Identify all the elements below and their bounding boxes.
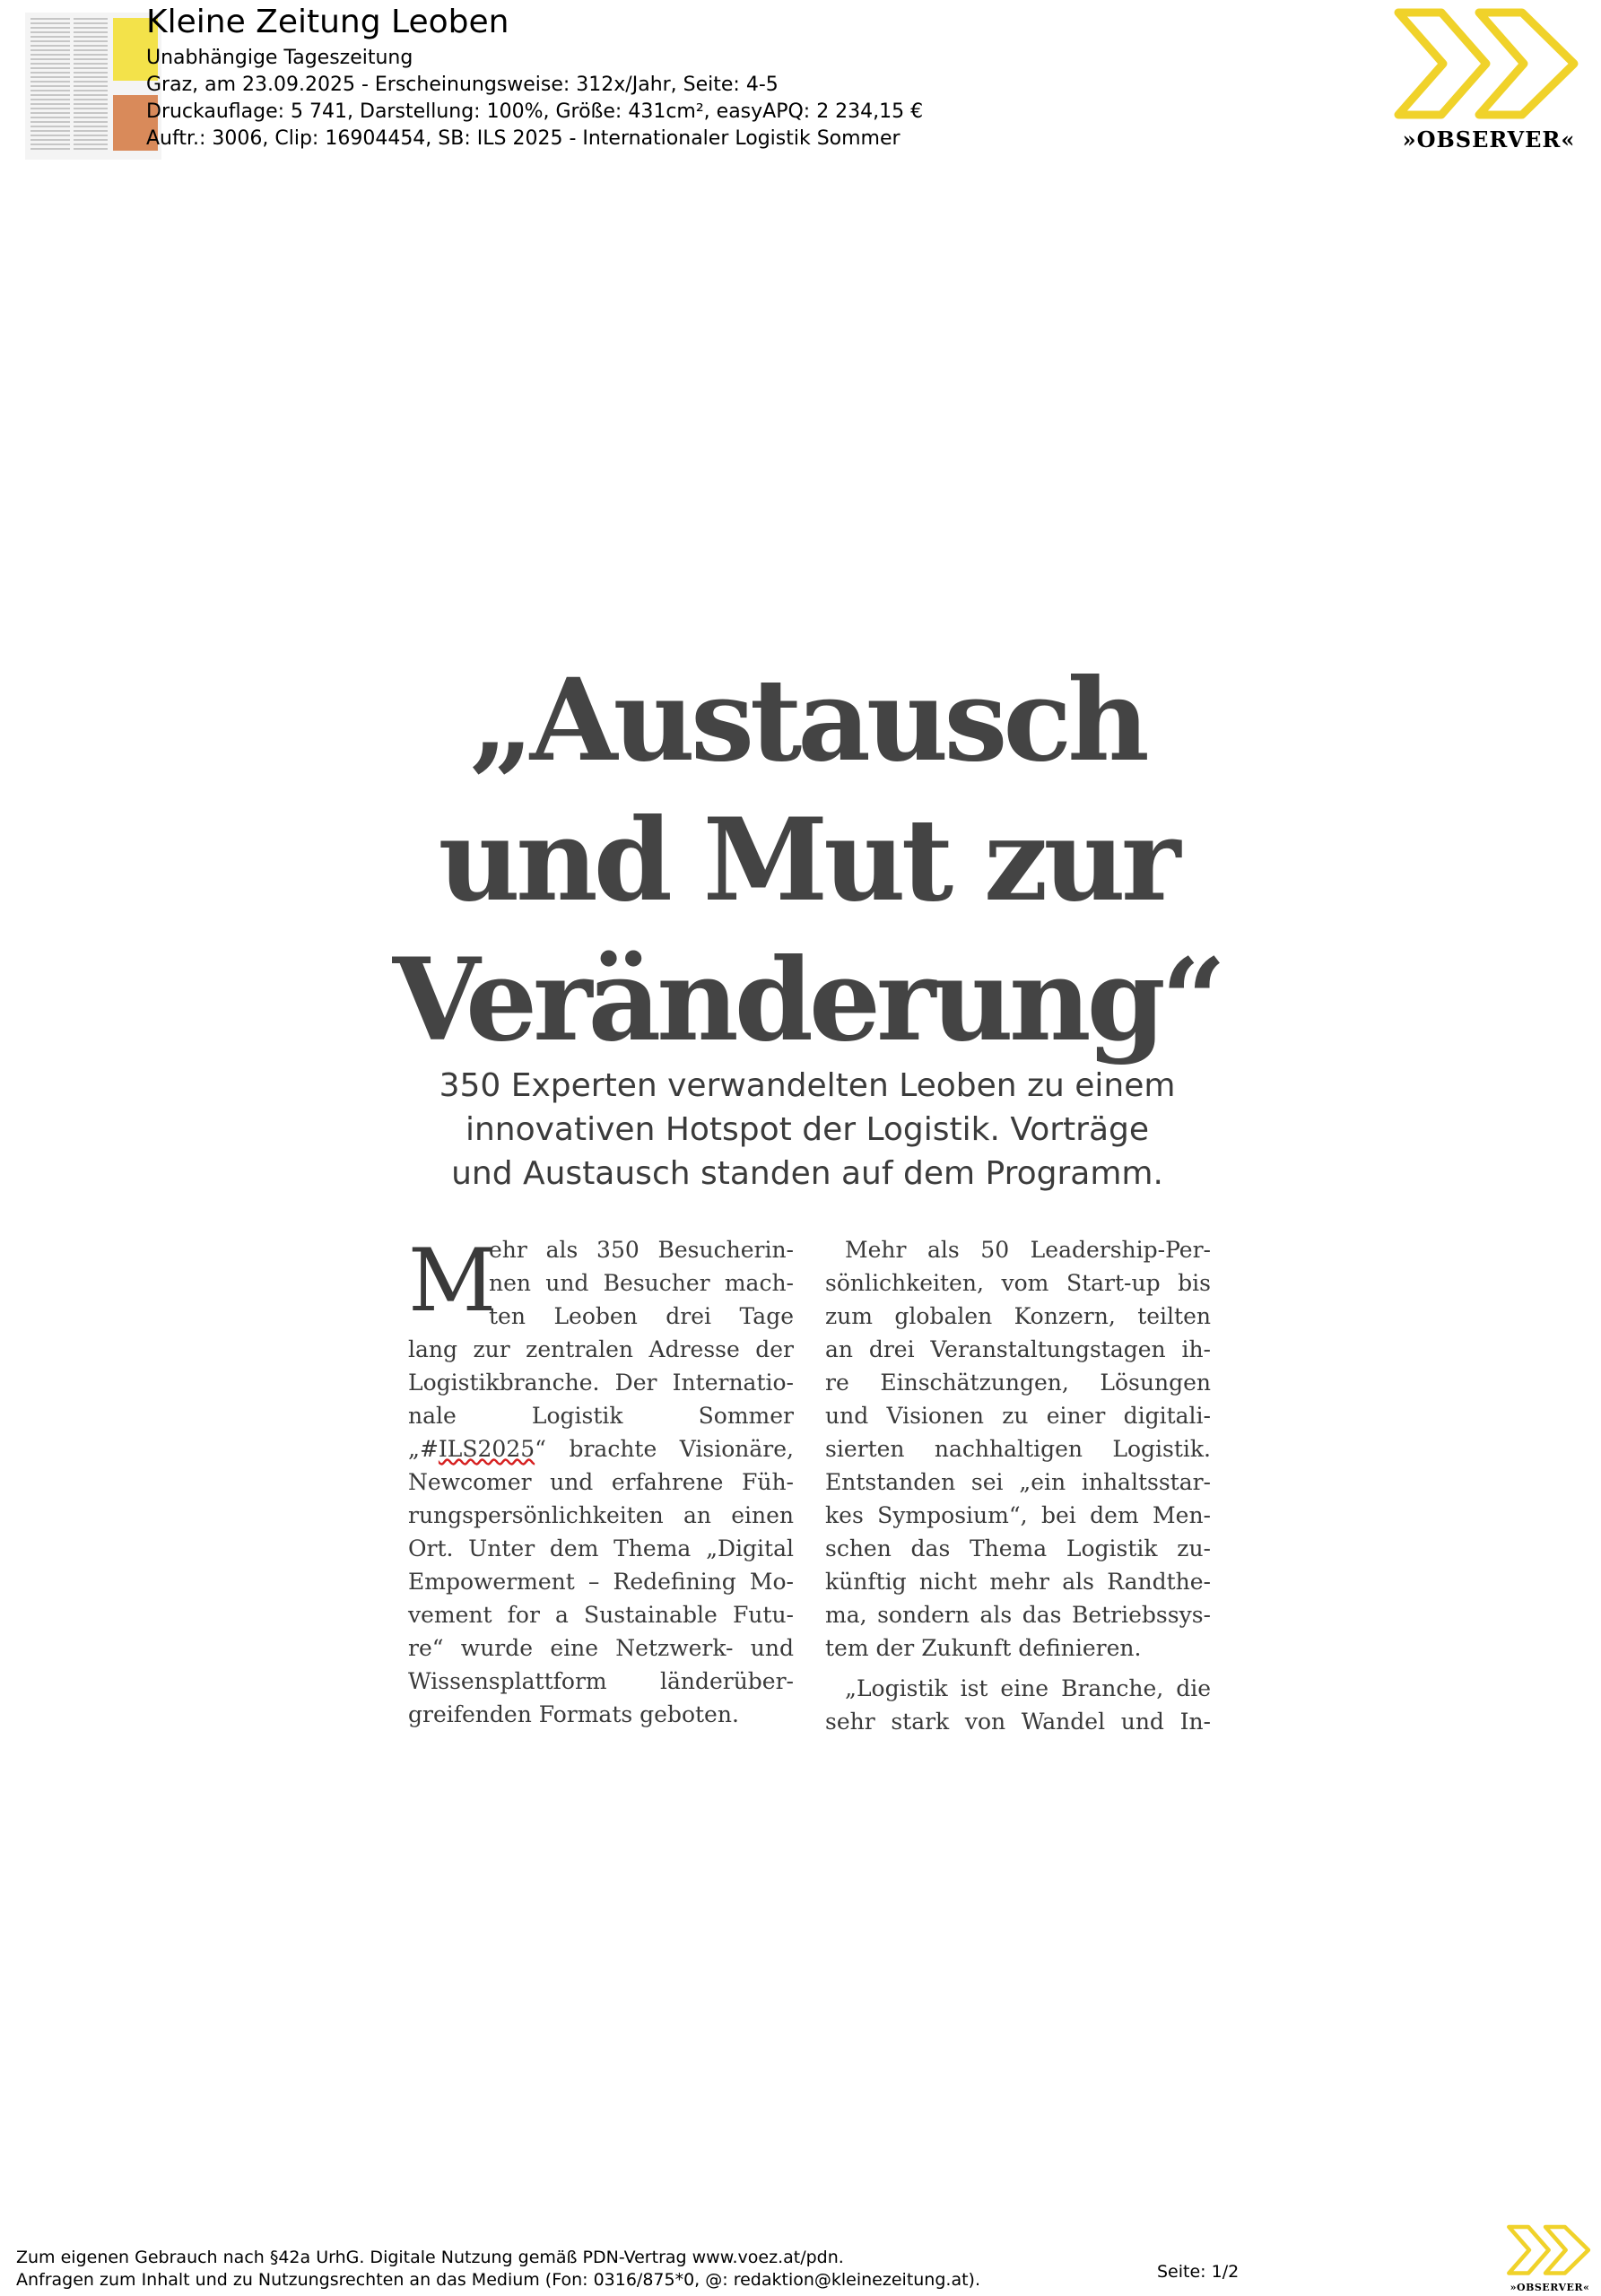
page-number: Seite: 1/2 (1157, 2262, 1240, 2282)
article-column-2 (825, 1233, 1211, 1738)
meta-line-2: Druckauflage: 5 741, Darstellung: 100%, Größe: 431cm², easyAPQ: 2 234,15 € (146, 100, 924, 123)
observer-logo (1386, 4, 1592, 152)
text-line: greifenden Formats geboten. (408, 1701, 739, 1727)
meta-line-3: Auftr.: 3006, Clip: 16904454, SB: ILS 2025 - Internationaler Logistik Sommer (146, 127, 901, 150)
clip-metadata (146, 0, 923, 152)
text-line: ma, sondern als das Betriebssys- (825, 1602, 1211, 1628)
publication-tagline: Unabhängige Tageszeitung (146, 47, 413, 69)
footer-line-2: Anfragen zum Inhalt und zu Nutzungsrechten an das Medium (Fon: 0316/875*0, @: redaktion@kleinezeitung.at). (16, 2270, 980, 2290)
drop-cap: M (408, 1231, 497, 1331)
text-line: und Visionen zu einer digitali- (825, 1403, 1211, 1429)
text-line: Empowerment – Redefining Mo- (408, 1569, 794, 1595)
text-line: Logistikbranche. Der Internatio- (408, 1370, 794, 1396)
text-line: sehr stark von Wandel und In- (825, 1709, 1211, 1735)
text-line: schen das Thema Logistik zu- (825, 1535, 1211, 1561)
text-line: sierten nachhaltigen Logistik. (825, 1436, 1211, 1462)
double-chevron-icon (1503, 2222, 1597, 2278)
subhead-line: 350 Experten verwandelten Leoben zu einem (439, 1067, 1176, 1104)
observer-wordmark-small: »OBSERVER« (1510, 2282, 1590, 2293)
text-line: kes Symposium“, bei dem Men- (825, 1502, 1211, 1528)
text-line: Entstanden sei „ein inhaltsstar- (825, 1469, 1211, 1495)
footer-line-1: Zum eigenen Gebrauch nach §42a UrhG. Digitale Nutzung gemäß PDN-Vertrag www.voez.at/pdn. (16, 2248, 844, 2267)
text-line: rungspersönlichkeiten an einen (408, 1502, 794, 1528)
subhead-line: innovativen Hotspot der Logistik. Vorträge (465, 1111, 1150, 1148)
text-line: Newcomer und erfahrene Füh- (408, 1469, 794, 1495)
text-line: sönlichkeiten, vom Start-up bis (825, 1270, 1211, 1296)
text-line: nen und Besucher mach- (489, 1270, 794, 1296)
text-line: re Einschätzungen, Lösungen (825, 1370, 1211, 1396)
text-line: vement for a Sustainable Futu- (408, 1602, 794, 1628)
page-thumbnail (25, 13, 161, 160)
text-line: lang zur zentralen Adresse der (408, 1336, 794, 1362)
text-line: Wissensplattform länderüber- (408, 1668, 794, 1694)
article-headline (269, 650, 1345, 1070)
subhead-line: und Austausch standen auf dem Programm. (451, 1155, 1163, 1192)
text-line: tem der Zukunft definieren. (825, 1635, 1142, 1661)
observer-wordmark: »OBSERVER« (1402, 126, 1576, 152)
text-line: nale Logistik Sommer (408, 1403, 794, 1429)
text-line: „Logistik ist eine Branche, die (845, 1675, 1211, 1701)
text-line: Mehr als 50 Leadership-Per- (845, 1237, 1211, 1263)
headline-line: und Mut zur (438, 794, 1177, 926)
headline-line: Veränderung“ (392, 934, 1223, 1066)
footer-notice (16, 2247, 980, 2292)
meta-line-1: Graz, am 23.09.2025 - Erscheinungsweise: 312x/Jahr, Seite: 4-5 (146, 74, 779, 96)
text-fragment: „# (408, 1436, 439, 1462)
text-line (408, 1432, 794, 1465)
text-fragment: “ brachte Visionäre, (535, 1436, 794, 1462)
text-line: künftig nicht mehr als Randthe- (825, 1569, 1211, 1595)
text-line: re“ wurde eine Netzwerk- und (408, 1635, 794, 1661)
headline-line: „Austausch (469, 654, 1145, 787)
text-line: ehr als 350 Besucherin- (489, 1237, 794, 1263)
observer-logo-small (1503, 2222, 1597, 2293)
text-line: ten Leoben drei Tage (489, 1303, 794, 1329)
text-line: an drei Veranstaltungstagen ih- (825, 1336, 1211, 1362)
article-subheadline (341, 1064, 1274, 1196)
text-line: Ort. Unter dem Thema „Digital (408, 1535, 794, 1561)
publication-name: Kleine Zeitung Leoben (146, 4, 509, 40)
hashtag-link[interactable]: ILS2025 (438, 1436, 535, 1462)
double-chevron-icon (1386, 4, 1592, 125)
text-line: zum globalen Konzern, teilten (825, 1303, 1211, 1329)
article-column-1 (408, 1233, 794, 1731)
